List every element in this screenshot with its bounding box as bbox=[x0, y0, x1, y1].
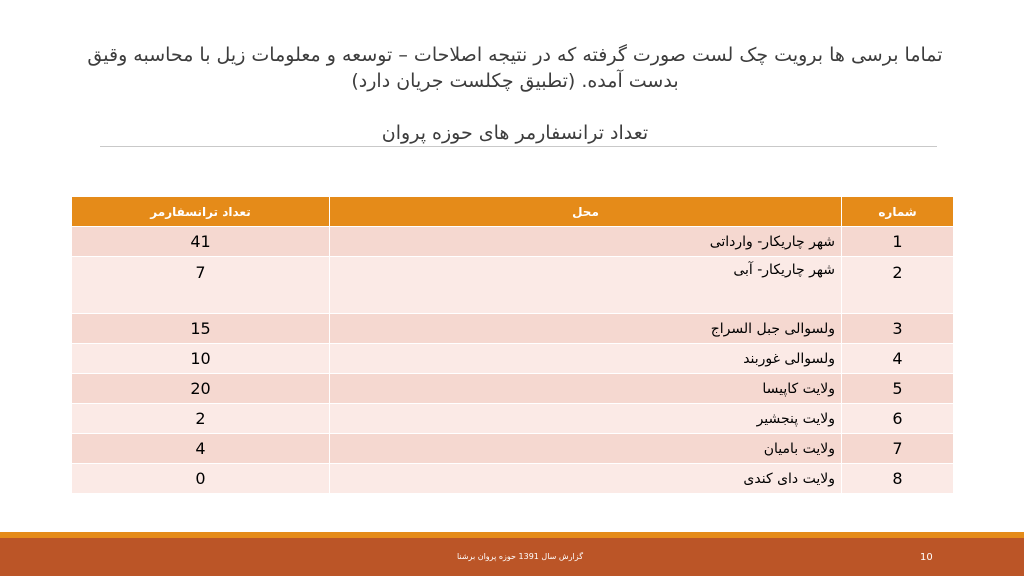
row-count: 15 bbox=[72, 314, 330, 344]
table-row bbox=[72, 257, 954, 314]
slide-subtitle: تعداد ترانسفارمر های حوزه پروان bbox=[381, 122, 649, 144]
row-location: ولسوالی غوربند bbox=[330, 344, 842, 374]
row-count: 20 bbox=[72, 374, 330, 404]
table-row bbox=[72, 227, 954, 257]
row-number: 2 bbox=[842, 257, 954, 314]
header-location: محل bbox=[330, 197, 842, 227]
row-count: 10 bbox=[72, 344, 330, 374]
row-location: ولایت دای کندی bbox=[330, 464, 842, 494]
table-row bbox=[72, 314, 954, 344]
title-divider bbox=[100, 146, 937, 147]
intro-text: تماما برسی ها برویت چک لست صورت گرفته که در نتیجه اصلاحات – توسعه و معلومات زیل با محاسبه وقیق بدست آمده. (تطبیق چکلست جریان دارد) bbox=[87, 44, 943, 92]
row-number: 7 bbox=[842, 434, 954, 464]
footer-bar bbox=[0, 538, 1024, 576]
row-number: 3 bbox=[842, 314, 954, 344]
row-location: شهر چاریکار- وارداتی bbox=[330, 227, 842, 257]
row-count: 2 bbox=[72, 404, 330, 434]
transformer-table bbox=[71, 196, 954, 494]
row-number: 6 bbox=[842, 404, 954, 434]
row-location: ولایت بامیان bbox=[330, 434, 842, 464]
row-count: 7 bbox=[72, 257, 330, 314]
row-location: ولسوالی جبل السراج bbox=[330, 314, 842, 344]
row-number: 8 bbox=[842, 464, 954, 494]
row-location: شهر چاریکار- آبی bbox=[330, 257, 842, 314]
table-header-row bbox=[72, 197, 954, 227]
row-count: 0 bbox=[72, 464, 330, 494]
table-row bbox=[72, 374, 954, 404]
header-count: تعداد ترانسفارمر bbox=[72, 197, 330, 227]
table-row bbox=[72, 434, 954, 464]
table-row bbox=[72, 344, 954, 374]
page-number: 10 bbox=[920, 552, 933, 563]
row-number: 4 bbox=[842, 344, 954, 374]
footer-text: گزارش سال 1391 حوزه پروان برشنا bbox=[456, 552, 584, 561]
row-number: 5 bbox=[842, 374, 954, 404]
header-number: شماره bbox=[842, 197, 954, 227]
row-number: 1 bbox=[842, 227, 954, 257]
row-location: ولایت کاپیسا bbox=[330, 374, 842, 404]
row-location: ولایت پنجشیر bbox=[330, 404, 842, 434]
table-row bbox=[72, 464, 954, 494]
row-count: 4 bbox=[72, 434, 330, 464]
table-row bbox=[72, 404, 954, 434]
row-count: 41 bbox=[72, 227, 330, 257]
